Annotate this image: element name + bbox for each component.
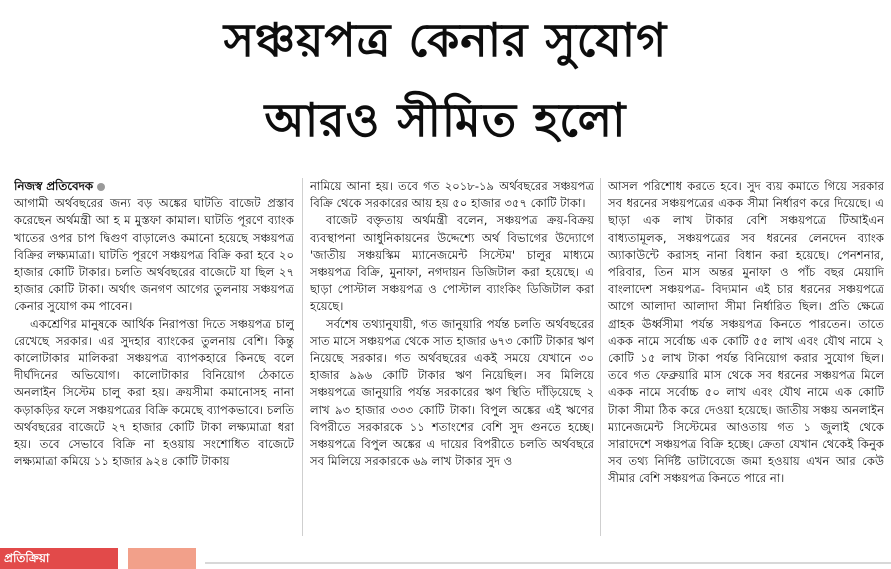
byline: নিজস্ব প্রতিবেদক (14, 179, 94, 193)
bullet-icon (97, 183, 105, 191)
footer-color-block (128, 548, 196, 569)
article-column-1 (14, 178, 294, 538)
article-column-2 (310, 178, 594, 538)
paragraph: বাজেট বক্তৃতায় অর্থমন্ত্রী বলেন, সঞ্চয়পত্র ক্রয়-বিক্রয় ব্যবস্থাপনা আধুনিকায়নের উদ্দেশ্যে অর্থ বিভাগের উদ্যোগে 'জাতীয় সঞ্চয়স্কিম ম্যানেজমেন্ট সিস্টেম' চালুর মাধ্যমে সঞ্চয়পত্র বিক্রি, মুনাফা, নগদায়ন ডিজিটাল করা হয়েছে। এ ছাড়া পোস্টাল সঞ্চয়পত্র ও পোস্টাল ব্যাংকিং ডিজিটাল করা হয়েছে। (310, 213, 594, 314)
column-divider (302, 178, 303, 536)
paragraph: আসল পরিশোধ করতে হবে। সুদ ব্যয় কমাতে গিয়ে সরকার সব ধরনের সঞ্চয়পত্রের একক সীমা নির্ধারণ করে দিয়েছে। এ ছাড়া এক লাখ টাকার বেশি সঞ্চয়পত্রে টিআইএন বাধ্যতামূলক, সঞ্চয়পত্রের সব ধরনের লেনদেন ব্যাংক অ্যাকাউন্টে করাসহ নানা বিধান করা হয়েছে। পেনশনার, পরিবার, তিন মাস অন্তর মুনাফা ও পাঁচ বছর মেয়াদি বাংলাদেশ সঞ্চয়পত্র- বিদ্যমান এই চার ধরনের সঞ্চয়পত্রে আগে আলাদা আলাদা সীমা নির্ধারিত ছিল। প্রতি ক্ষেত্রে গ্রাহক ঊর্ধ্বসীমা পর্যন্ত সঞ্চয়পত্র কিনতে পারতেন। তাতে একক নামে সর্বোচ্চ এক কোটি ৫৫ লাখ এবং যৌথ নামে ২ কোটি ১৫ লাখ টাকা পর্যন্ত বিনিয়োগ করার সুযোগ ছিল। তবে গত ফেব্রুয়ারি মাস থেকে সব ধরনের সঞ্চয়পত্র মিলে একক নামে সর্বোচ্চ ৫০ লাখ এবং যৌথ নামে এক কোটি টাকা সীমা ঠিক করে দেওয়া হয়েছে। জাতীয় সঞ্চয় অনলাইন ম্যানেজমেন্ট সিস্টেমের আওতায় গত ১ জুলাই থেকে সারাদেশে সঞ্চয়পত্র বিক্রি হচ্ছে। ক্রেতা যেখান থেকেই কিনুক সব তথ্য নির্দিষ্ট ডাটাবেজে জমা হওয়ায় এখন আর কেউ সীমার বেশি সঞ্চয়পত্র কিনতে পারে না। (608, 179, 884, 486)
byline-row (14, 178, 294, 195)
paragraph: একশ্রেণির মানুষকে আর্থিক নিরাপত্তা দিতে সঞ্চয়পত্র চালু রেখেছে সরকার। এর সুদহার ব্যাংকের তুলনায় বেশি। কিন্তু কালোটাকার মালিকরা সঞ্চয়পত্র ব্যাপকহারে কিনছে বলে দীর্ঘদিনের অভিযোগ। কালোটাকার বিনিয়োগ ঠেকাতে অনলাইন সিস্টেম চালু করা হয়। ক্রয়সীমা কমানোসহ নানা কড়াকড়ির ফলে সঞ্চয়পত্রের বিক্রি কমেছে ব্যাপকভাবে। চলতি অর্থবছরের বাজেটে ২৭ হাজার কোটি টাকা লক্ষ্যমাত্রা ধরা হয়। তবে সেভাবে বিক্রি না হওয়ায় সংশোধিত বাজেটে লক্ষ্যমাত্রা কমিয়ে ১১ হাজার ৯২৪ কোটি টাকায় (14, 316, 294, 469)
column-divider (600, 178, 601, 536)
footer-section-tab: প্রতিক্রিয়া (0, 548, 118, 569)
headline-line-2: আরও সীমিত হলো (264, 93, 627, 147)
footer-divider (205, 562, 891, 564)
paragraph: আগামী অর্থবছরের জন্য বড় অঙ্কের ঘাটতি বাজেট প্রস্তাব করেছেন অর্থমন্ত্রী আ হ ম মুস্তফা কামাল। ঘাটতি পূরণে ব্যাংক খাতের ওপর চাপ দ্বিগুণ বাড়ালেও কমানো হয়েছে সঞ্চয়পত্র বিক্রির লক্ষ্যমাত্রা। ঘাটতি পূরণে সঞ্চয়পত্র বিক্রি করা হবে ২০ হাজার কোটি টাকার। চলতি অর্থবছরের বাজেটে যা ছিল ২৭ হাজার কোটি টাকা। অর্থাৎ জনগণ আগের তুলনায় সঞ্চয়পত্র কেনার সুযোগ কম পাবেন। (14, 196, 294, 314)
paragraph: সর্বশেষ তথ্যানুযায়ী, গত জানুয়ারি পর্যন্ত চলতি অর্থবছরের সাত মাসে সঞ্চয়পত্র থেকে সাত হাজার ৬৭৩ কোটি টাকার ঋণ নিয়েছে সরকার। গত অর্থবছরের একই সময়ে যেখানে ৩০ হাজার ৯৯৬ কোটি টাকার ঋণ নিয়েছিল। সব মিলিয়ে সঞ্চয়পত্রে জানুয়ারি পর্যন্ত সরকারের ঋণ স্থিতি দাঁড়িয়েছে ২ লাখ ৯৩ হাজার ৩৩৩ কোটি টাকা। বিপুল অঙ্কের এই ঋণের বিপরীতে সরকারকে ১১ শতাংশের বেশি সুদ গুনতে হচ্ছে। সঞ্চয়পত্রে বিপুল অঙ্কের এ দায়ের বিপরীতে চলতি অর্থবছরে সব মিলিয়ে সরকারকে ৬৯ লাখ টাকার সুদ ও (310, 316, 594, 469)
headline-line-1: সঞ্চয়পত্র কেনার সুযোগ (223, 13, 668, 67)
article-column-3 (608, 178, 884, 538)
paragraph: নামিয়ে আনা হয়। তবে গত ২০১৮-১৯ অর্থবছরের সঞ্চয়পত্র বিক্রি থেকে সরকারের আয় হয় ৫০ হাজার ৩৫৭ কোটি টাকা। (310, 179, 594, 211)
